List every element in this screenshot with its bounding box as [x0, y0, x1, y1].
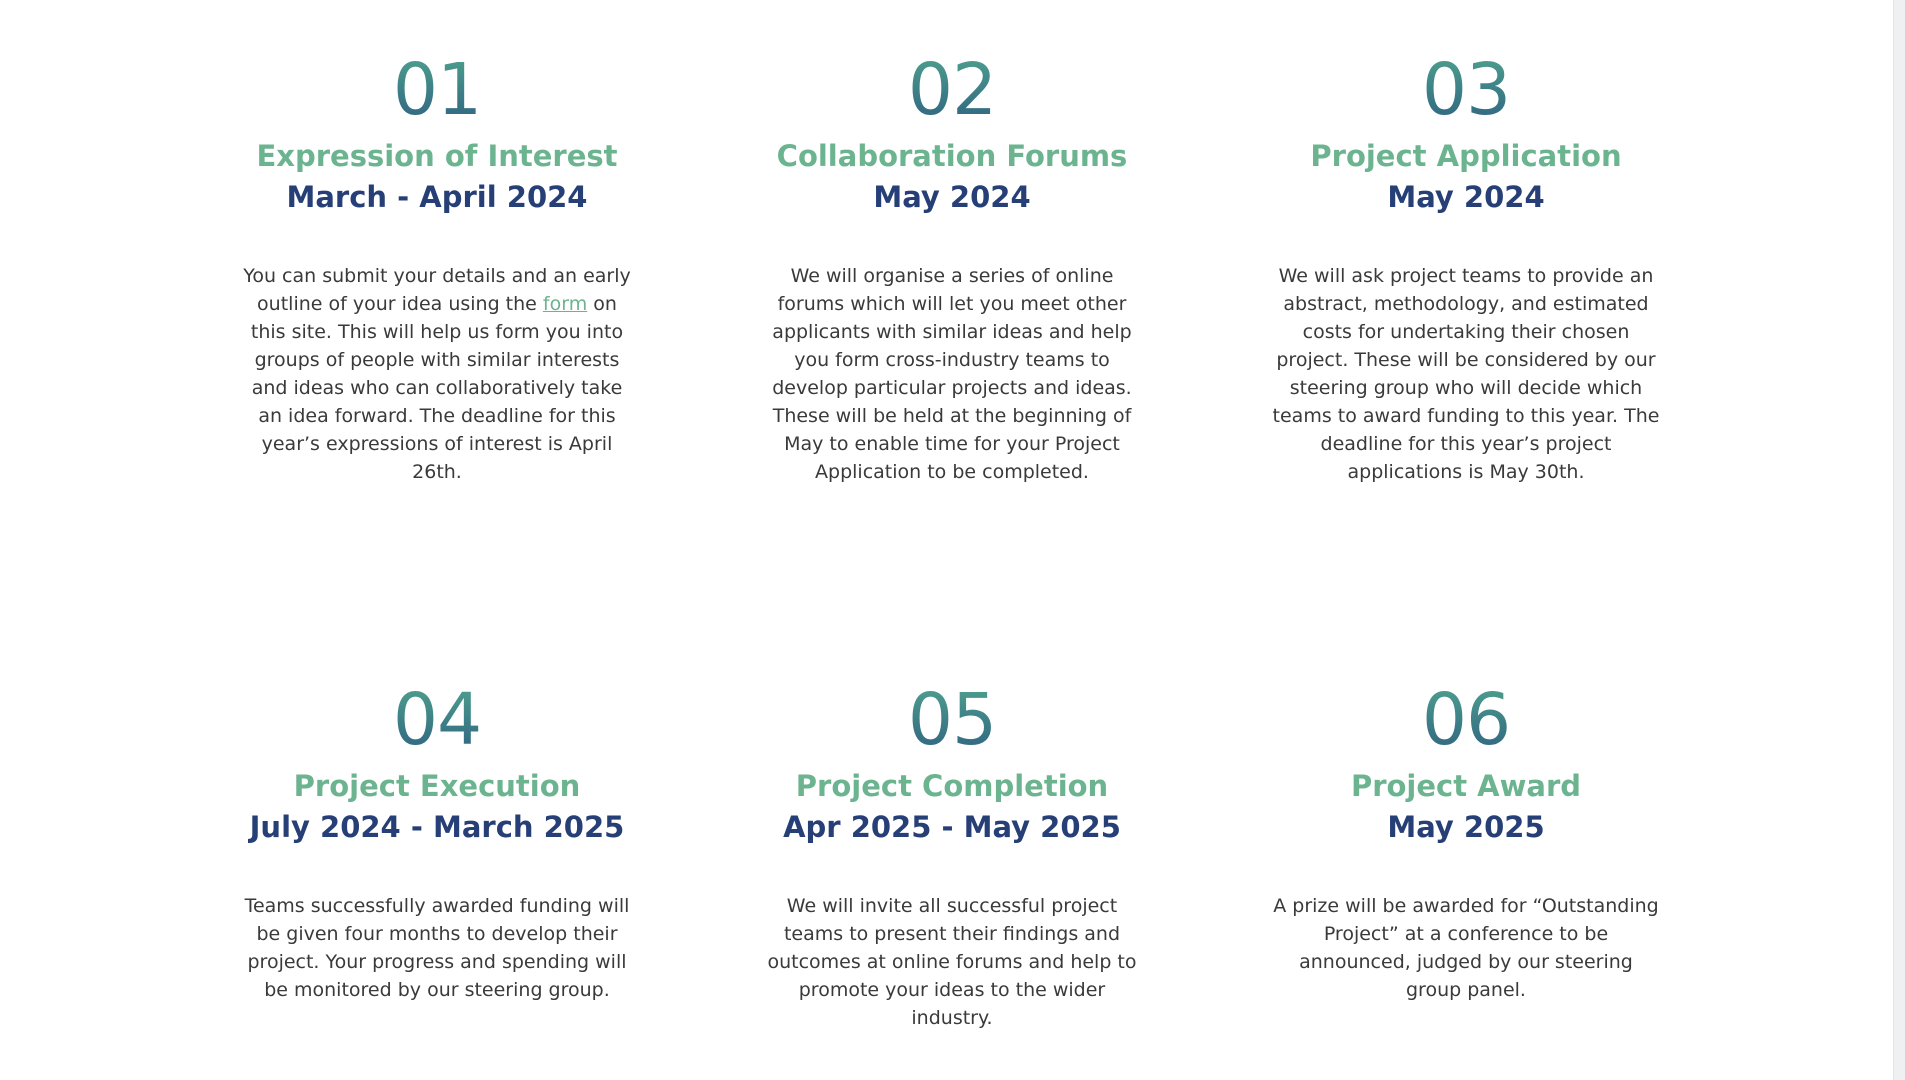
step-number: 02 — [742, 48, 1162, 132]
step-number: 06 — [1256, 678, 1676, 762]
step-number: 05 — [742, 678, 1162, 762]
step-number: 01 — [227, 48, 647, 132]
step-description-text: on this site. This will help us form you into groups of people with similar interests and ideas who can collaboratively take an idea forward. The deadline for this year’s expressions of interest is April 26th. — [250, 293, 624, 483]
step-title: Expression of Interest — [256, 139, 618, 173]
step-project-application — [1256, 48, 1676, 486]
step-description — [242, 262, 632, 486]
step-description: A prize will be awarded for “Outstanding Project” at a conference to be announced, judged by our steering group panel. — [1273, 895, 1659, 1001]
step-description: Teams successfully awarded funding will be given four months to develop their project. Your progress and spending will be monitored by our steering group. — [244, 895, 630, 1001]
form-link[interactable]: form — [542, 293, 588, 315]
step-number: 04 — [227, 678, 647, 762]
step-project-completion — [742, 678, 1162, 1032]
step-project-execution — [227, 678, 647, 1004]
step-project-award — [1256, 678, 1676, 1004]
step-date: July 2024 - March 2025 — [249, 810, 625, 844]
step-title: Project Application — [1310, 139, 1622, 173]
step-date: May 2024 — [873, 180, 1031, 214]
step-date: March - April 2024 — [286, 180, 588, 214]
step-title: Collaboration Forums — [776, 139, 1128, 173]
step-title: Project Completion — [795, 769, 1109, 803]
step-description-text: You can submit your details and an early outline of your idea using the — [243, 265, 631, 315]
step-title: Project Award — [1350, 769, 1582, 803]
step-description: We will ask project teams to provide an abstract, methodology, and estimated costs for undertaking their chosen project. These will be considered by our steering group who will decide which teams to award funding to this year. The deadline for this year’s project applications is May 30th. — [1272, 265, 1660, 483]
step-collaboration-forums — [742, 48, 1162, 486]
step-date: May 2024 — [1387, 180, 1545, 214]
step-description: We will invite all successful project teams to present their findings and outcomes at online forums and help to promote your ideas to the wider industry. — [767, 895, 1137, 1029]
step-expression-of-interest — [227, 48, 647, 486]
step-date: May 2025 — [1387, 810, 1545, 844]
step-number: 03 — [1256, 48, 1676, 132]
step-description: We will organise a series of online forums which will let you meet other applicants with similar ideas and help you form cross-industry teams to develop particular projects and ideas. These will be held at the beginning of May to enable time for your Project Application to be completed. — [772, 265, 1132, 483]
page-scrollbar[interactable] — [1893, 0, 1905, 1080]
step-date: Apr 2025 - May 2025 — [783, 810, 1121, 844]
step-title: Project Execution — [293, 769, 581, 803]
